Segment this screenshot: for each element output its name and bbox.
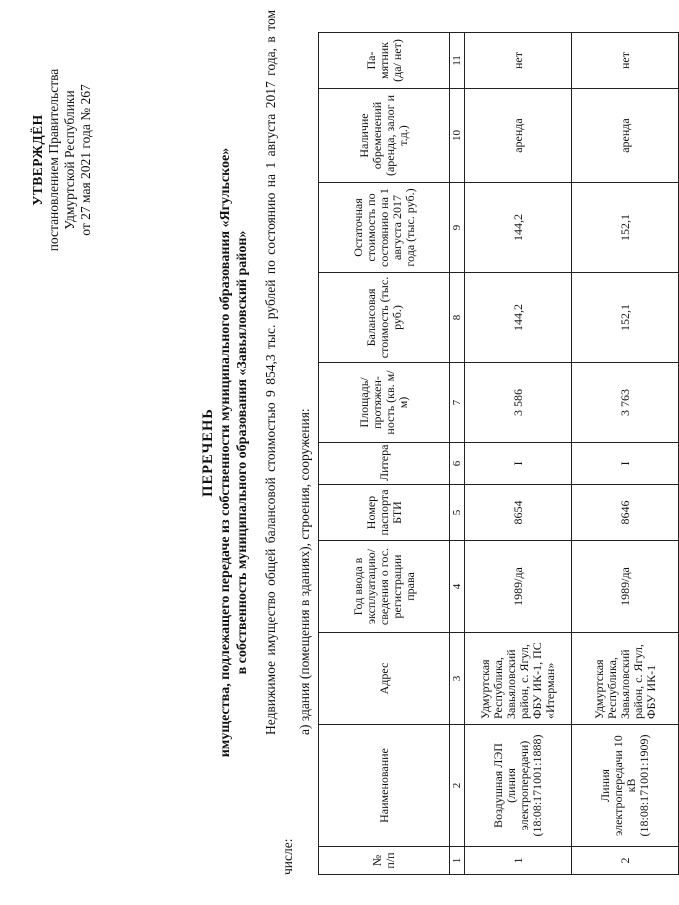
column-header: Па-мятник (да/ нет) — [319, 33, 450, 89]
cell-number: 1 — [465, 847, 572, 875]
section-label: а) здания (помещения в зданиях), строения, сооружения: — [297, 408, 312, 735]
column-header: Год ввода в эксплуатацию/ сведения о гос. регистрации права — [319, 541, 450, 633]
cell-area: 3 763 — [572, 363, 679, 443]
column-header: Остаточная стоимость по состоянию на 1 августа 2017 года (тыс. руб.) — [319, 183, 450, 273]
column-header: Площадь/ протяжен-ность (кв. м/м) — [319, 363, 450, 443]
cell-year: 1989/да — [572, 541, 679, 633]
cell-name: Линия электропередачи 10 кВ (18:08:171001:1909) — [572, 725, 679, 847]
column-number-row — [450, 33, 465, 875]
cell-residual: 152,1 — [572, 183, 679, 273]
column-header: Литера — [319, 443, 450, 485]
cell-number: 2 — [572, 847, 679, 875]
intro-paragraph: Недвижимое имущество общей балансовой стоимостью 9 854,3 тыс. рублей по состоянию на 1 августа 2017 года, в том числе: — [263, 10, 295, 875]
column-header: № п/п — [319, 847, 450, 875]
property-table-wrapper — [318, 33, 679, 875]
column-number: 11 — [450, 33, 465, 89]
column-header: Адрес — [319, 633, 450, 725]
cell-year: 1989/да — [465, 541, 572, 633]
table-header-row — [319, 33, 450, 875]
cell-balance: 144,2 — [465, 273, 572, 363]
document-title — [200, 40, 251, 865]
approval-date: от 27 мая 2021 года № 267 — [78, 84, 93, 236]
cell-area: 3 586 — [465, 363, 572, 443]
cell-bti: 8646 — [572, 485, 679, 541]
title-subtitle: имущества, подлежащего передаче из собственности муниципального образования «Ягульское» — [218, 147, 233, 758]
column-number: 1 — [450, 847, 465, 875]
column-number: 3 — [450, 633, 465, 725]
cell-address: Удмуртская Республика, Завьяловский район, с. Ягул, ФБУ ИК-1, ПС «Итерман» — [465, 633, 572, 725]
cell-balance: 152,1 — [572, 273, 679, 363]
column-header: Наименование — [319, 725, 450, 847]
approval-heading: УТВЕРЖДЁН — [30, 114, 45, 206]
column-number: 7 — [450, 363, 465, 443]
column-header: Номер паспорта БТИ — [319, 485, 450, 541]
cell-residual: 144,2 — [465, 183, 572, 273]
column-number: 5 — [450, 485, 465, 541]
approval-line: постановлением Правительства — [46, 68, 61, 252]
table-row — [465, 33, 572, 875]
column-number: 9 — [450, 183, 465, 273]
column-number: 2 — [450, 725, 465, 847]
table-row — [572, 33, 679, 875]
cell-address: Удмуртская Республика, Завьяловский район, с. Ягул, ФБУ ИК-1 — [572, 633, 679, 725]
cell-litera: I — [465, 443, 572, 485]
cell-bti: 8654 — [465, 485, 572, 541]
cell-name: Воздушная ЛЭП (линия электропередачи) (18:08:171001:1888) — [465, 725, 572, 847]
property-table — [318, 32, 679, 875]
column-header: Балансовая стоимость (тыс. руб.) — [319, 273, 450, 363]
cell-encumbrance: аренда — [572, 89, 679, 183]
approval-stamp — [30, 45, 94, 275]
cell-monument: нет — [572, 33, 679, 89]
cell-monument: нет — [465, 33, 572, 89]
cell-encumbrance: аренда — [465, 89, 572, 183]
approval-line: Удмуртской Республики — [62, 90, 77, 230]
column-number: 6 — [450, 443, 465, 485]
column-number: 8 — [450, 273, 465, 363]
column-number: 10 — [450, 89, 465, 183]
title-subtitle: в собственность муниципального образования «Завьяловский район» — [235, 230, 250, 675]
column-header: Наличие обременений (аренда, залог и т.д.) — [319, 89, 450, 183]
cell-litera: I — [572, 443, 679, 485]
title-main: ПЕРЕЧЕНЬ — [200, 408, 216, 497]
column-number: 4 — [450, 541, 465, 633]
